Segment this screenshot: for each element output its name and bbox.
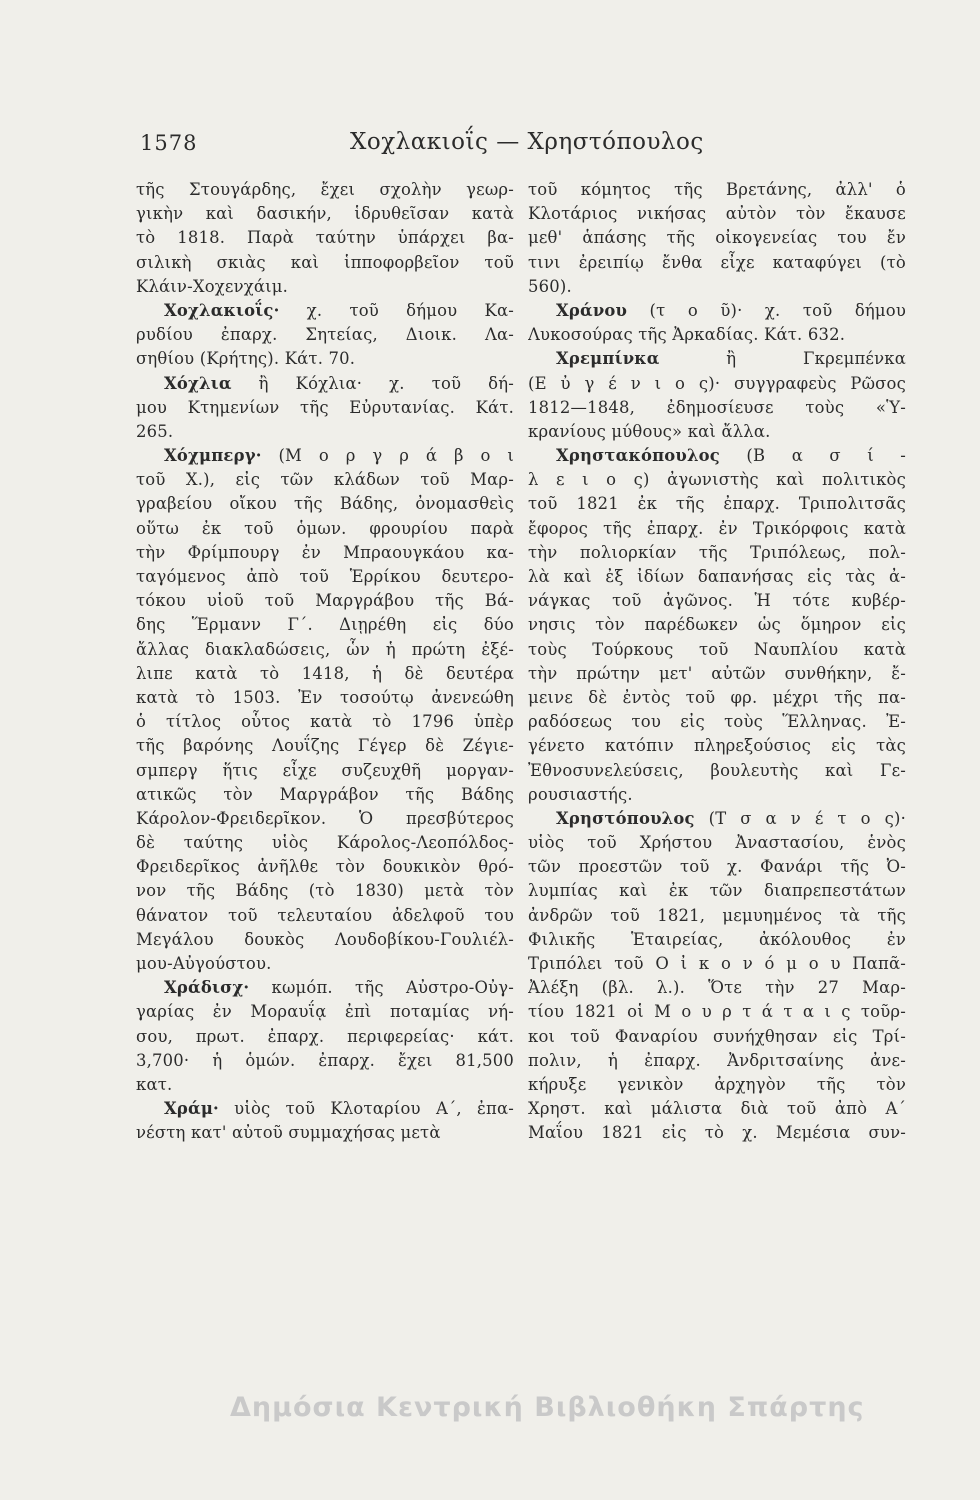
line-text: μεθ' ἁπάσης τῆς οἰκογενείας του ἔν [528, 228, 906, 248]
text-line [528, 275, 906, 299]
line-text: νον τῆς Βάδης (τὸ 1830) μετὰ τὸν [136, 881, 514, 901]
text-line [528, 468, 906, 492]
text-line [528, 734, 906, 758]
line-text: τοῦ 1821 ἐκ τῆς ἐπαρχ. Τριπολιτσᾶς [528, 494, 906, 514]
text-line [528, 783, 906, 807]
line-text: 265. [136, 421, 174, 441]
text-line [136, 759, 514, 783]
line-text: ἔφορος τῆς ἐπαρχ. ἐν Τρικόρφοις κατὰ [528, 518, 906, 538]
line-text: σου, πρωτ. ἐπαρχ. περιφερείας· κάτ. [136, 1026, 514, 1046]
text-line [136, 1025, 514, 1049]
line-text: σιλικὴ σκιὰς καὶ ἱπποφορβεῖον τοῦ [136, 252, 514, 272]
text-line [528, 372, 906, 396]
text-line [136, 347, 514, 371]
line-text: ὁ τίτλος οὗτος κατὰ τὸ 1796 ὑπὲρ [136, 712, 514, 732]
text-line [528, 565, 906, 589]
line-text: Ἀλέξη (βλ. λ.). Ὅτε τὴν 27 Μαρ- [528, 978, 906, 998]
page-number: 1578 [140, 131, 198, 155]
text-line [528, 710, 906, 734]
text-line [528, 904, 906, 928]
text-line [528, 1073, 906, 1097]
line-text: κρανίους μύθους» καὶ ἄλλα. [528, 421, 771, 441]
line-text: Μαΐου 1821 εἰς τὸ χ. Μεμέσια συν- [528, 1123, 906, 1143]
text-line [136, 178, 514, 202]
entry-headword: Χρηστόπουλος [556, 808, 695, 828]
text-line [528, 1121, 906, 1145]
text-line [136, 1000, 514, 1024]
line-text: λιπε κατὰ τὸ 1418, ἡ δὲ δευτέρα [136, 663, 514, 683]
line-text: γαρίας ἐν Μοραυΐᾳ ἐπὶ ποταμίας νή- [136, 1002, 514, 1022]
text-line [528, 517, 906, 541]
line-text: δης Ἕρμανν Γ΄. Διῃρέθη εἰς δύο [136, 615, 514, 635]
text-line [528, 879, 906, 903]
line-text: νέστη κατ' αὐτοῦ συμμαχήσας μετὰ [136, 1123, 441, 1143]
text-line [136, 710, 514, 734]
text-line [136, 517, 514, 541]
line-text: ἢ Κόχλια· χ. τοῦ δή- [231, 373, 514, 393]
page-header [140, 131, 900, 171]
text-line [528, 928, 906, 952]
line-text: οὕτω ἐκ τοῦ ὁμων. φρουρίου παρὰ [136, 518, 514, 538]
line-text: 3,700· ἡ ὁμών. ἐπαρχ. ἔχει 81,500 [136, 1050, 514, 1070]
text-line [136, 396, 514, 420]
text-line [528, 1049, 906, 1073]
text-line [528, 492, 906, 516]
line-text: Κλοτάριος νικήσας αὐτὸν τὸν ἔκαυσε [528, 204, 906, 224]
text-line [136, 275, 514, 299]
text-line [136, 831, 514, 855]
text-line [528, 613, 906, 637]
text-line [136, 226, 514, 250]
text-line [136, 807, 514, 831]
entry-headword: Χρηστακόπουλος [556, 446, 720, 466]
entry-start-line [136, 1097, 514, 1121]
line-text: ἢ Γκρεμπένκα [659, 349, 906, 369]
text-line [528, 1025, 906, 1049]
line-text: γραβείου οἴκου τῆς Βάδης, ὀνομασθεὶς [136, 494, 514, 514]
line-text: τῆς βαρόνης Λουΐζης Γέγερ δὲ Ζέγιε- [136, 736, 514, 756]
line-text: τοῦ Χ.), εἰς τῶν κλάδων τοῦ Μαρ- [136, 470, 514, 490]
text-line [528, 541, 906, 565]
text-line [136, 468, 514, 492]
text-line [528, 202, 906, 226]
text-line [136, 928, 514, 952]
entry-start-line [528, 807, 906, 831]
line-text: τῆς Στουγάρδης, ἔχει σχολὴν γεωρ- [136, 180, 514, 199]
line-text: (Β α σ ί - [720, 446, 906, 466]
line-text: κατ. [136, 1074, 173, 1094]
line-text: ατικῶς τὸν Μαργράβον τῆς Βάδης [136, 784, 514, 804]
line-text: ἀνδρῶν τοῦ 1821, μεμυημένος τὰ τῆς [528, 905, 906, 925]
right-column [528, 178, 906, 1146]
line-text: τίου 1821 οἱ Μ ο υ ρ τ ά τ α ι ς τοῦρ- [528, 1002, 906, 1022]
line-text: ἄλλας διακλαδώσεις, ὧν ἡ πρώτη ἐξέ- [136, 639, 514, 659]
line-text: μου-Αὐγούστου. [136, 954, 272, 973]
text-line [528, 323, 906, 347]
line-text: Λυκοσούρας τῆς Ἀρκαδίας. Κάτ. 632. [528, 325, 846, 345]
line-text: κήρυξε γενικὸν ἀρχηγὸν τῆς τὸν [528, 1074, 906, 1094]
line-text: τὴν πρώτην μετ' αὐτῶν συνθήκην, ἔ- [528, 663, 906, 683]
entry-start-line [136, 372, 514, 396]
left-column [136, 178, 514, 1146]
text-line [136, 855, 514, 879]
line-text: νησις τὸν παρέδωκεν ὡς ὅμηρον εἰς [528, 615, 906, 635]
text-line [528, 178, 906, 202]
line-text: δὲ ταύτης υἱὸς Κάρολος-Λεοπόλδος- [136, 833, 514, 853]
line-text: μεινε δὲ ἐντὸς τοῦ φρ. μέχρι τῆς πα- [528, 687, 906, 707]
line-text: (Τ σ α ν έ τ ο ς)· [694, 808, 906, 828]
running-head: Χοχλακιοΐς — Χρηστόπουλος [350, 129, 704, 155]
text-line [136, 662, 514, 686]
text-line [136, 565, 514, 589]
line-text: λ ε ι ο ς) ἀγωνιστὴς καὶ πολιτικὸς [528, 470, 906, 490]
line-text: 1812—1848, ἐδημοσίευσε τοὺς «Ὑ- [528, 397, 906, 417]
text-line [136, 1049, 514, 1073]
entry-start-line [136, 444, 514, 468]
text-line [136, 589, 514, 613]
text-line [136, 952, 514, 976]
text-line [136, 202, 514, 226]
entry-start-line [528, 444, 906, 468]
entry-headword: Χόχλια [164, 373, 232, 393]
entry-start-line [136, 976, 514, 1000]
line-text: 560). [528, 276, 572, 296]
entry-start-line [136, 299, 514, 323]
line-text: Ἐθνοσυνελεύσεις, βουλευτὴς καὶ Γε- [528, 760, 906, 780]
line-text: γικὴν καὶ δασικήν, ἱδρυθεῖσαν κατὰ [136, 204, 514, 224]
line-text: (Μ ο ρ γ ρ ά β ο ι [261, 446, 514, 466]
line-text: χ. τοῦ δήμου Κα- [279, 300, 514, 320]
text-line [136, 879, 514, 903]
line-text: Κλάιν-Χοχενχάιμ. [136, 276, 289, 296]
line-text: τοὺς Τούρκους τοῦ Ναυπλίου κατὰ [528, 639, 906, 659]
line-text: (τ ο ῦ)· χ. τοῦ δήμου [627, 300, 906, 320]
line-text: θάνατον τοῦ τελευταίου ἀδελφοῦ του [136, 905, 514, 925]
line-text: πολιν, ἡ ἐπαρχ. Ἀνδριτσαίνης ἀνε- [528, 1050, 906, 1070]
line-text: τῶν προεστῶν τοῦ χ. Φανάρι τῆς Ὀ- [528, 857, 906, 877]
text-line [528, 686, 906, 710]
line-text: Κάρολον-Φρειδερῖκον. Ὁ πρεσβύτερος [136, 808, 514, 828]
line-text: Τριπόλει τοῦ Ο ἰ κ ο ν ό μ ο υ Παπᾶ- [528, 954, 906, 973]
text-line [528, 855, 906, 879]
text-line [136, 783, 514, 807]
line-text: μου Κτημενίων τῆς Εὐρυτανίας. Κάτ. [136, 397, 514, 417]
entry-start-line [528, 299, 906, 323]
text-line [528, 638, 906, 662]
library-watermark: Δημόσια Κεντρική Βιβλιοθήκη Σπάρτης [230, 1392, 865, 1423]
line-text: νάγκας τοῦ ἀγῶνος. Ἡ τότε κυβέρ- [528, 591, 906, 611]
line-text: Φιλικῆς Ἑταιρείας, ἀκόλουθος ἐν [528, 929, 906, 949]
entry-headword: Χράδισχ· [164, 978, 250, 998]
line-text: τινι ἐρειπίῳ ἔνθα εἶχε καταφύγει (τὸ [528, 252, 906, 272]
entry-headword: Χόχμπεργ· [164, 446, 262, 466]
line-text: ρουσιαστής. [528, 784, 633, 804]
line-text: κωμόπ. τῆς Αὐστρο-Οὐγ- [249, 978, 514, 998]
entry-headword: Χρεμπίνκα [556, 349, 660, 369]
line-text: υἱὸς τοῦ Κλοταρίου Α΄, ἐπα- [218, 1099, 514, 1119]
text-line [136, 734, 514, 758]
text-line [136, 251, 514, 275]
line-text: υἱὸς τοῦ Χρήστου Ἀναστασίου, ἑνὸς [528, 833, 906, 853]
text-line [528, 952, 906, 976]
text-line [528, 831, 906, 855]
entry-headword: Χοχλακιοΐς· [164, 300, 280, 320]
text-line [528, 396, 906, 420]
text-line [528, 420, 906, 444]
text-line [136, 492, 514, 516]
text-line [136, 1073, 514, 1097]
text-line [136, 323, 514, 347]
line-text: κατὰ τὸ 1503. Ἐν τοσούτῳ ἀνενεώθη [136, 687, 514, 707]
text-line [528, 226, 906, 250]
entry-start-line [528, 347, 906, 371]
text-line [528, 662, 906, 686]
line-text: ταγόμενος ἀπὸ τοῦ Ἑρρίκου δευτερο- [136, 567, 514, 586]
line-text: Φρειδερῖκος ἀνῆλθε τὸν δουκικὸν θρό- [136, 857, 514, 877]
line-text: ραδόσεως του εἰς τοὺς Ἕλληνας. Ἐ- [528, 712, 906, 732]
text-line [136, 1121, 514, 1145]
text-line [136, 420, 514, 444]
text-line [528, 1097, 906, 1121]
entry-headword: Χράνου [556, 300, 628, 320]
line-text: τοῦ κόμητος τῆς Βρετάνης, ἀλλ' ὁ [528, 180, 906, 199]
text-line [528, 759, 906, 783]
line-text: τὴν Φρίμπουργ ἐν Μπραουγκάου κα- [136, 542, 514, 562]
text-line [136, 541, 514, 565]
text-line [528, 1000, 906, 1024]
line-text: γένετο κατόπιν πληρεξούσιος εἰς τὰς [528, 736, 906, 756]
line-text: σηθίου (Κρήτης). Κάτ. 70. [136, 349, 356, 369]
text-line [136, 638, 514, 662]
line-text: (Ε ὐ γ έ ν ι ο ς)· συγγραφεὺς Ρῶσος [528, 373, 906, 393]
text-line [136, 686, 514, 710]
text-line [136, 904, 514, 928]
line-text: τόκου υἱοῦ τοῦ Μαργράβου τῆς Βά- [136, 591, 514, 611]
entry-headword: Χράμ· [164, 1099, 219, 1119]
line-text: λὰ καὶ ἐξ ἰδίων δαπανήσας εἰς τὰς ἀ- [528, 567, 906, 586]
line-text: σμπεργ ἥτις εἶχε συζευχθῆ μοργαν- [136, 760, 514, 780]
line-text: Χρηστ. καὶ μάλιστα διὰ τοῦ ἀπὸ Α΄ [528, 1099, 906, 1119]
text-line [136, 613, 514, 637]
line-text: λυμπίας καὶ ἐκ τῶν διαπρεπεστάτων [528, 881, 906, 901]
line-text: Μεγάλου δουκὸς Λουδοβίκου-Γουλιέλ- [136, 929, 514, 949]
line-text: τὴν πολιορκίαν τῆς Τριπόλεως, πολ- [528, 542, 906, 562]
text-line [528, 251, 906, 275]
text-line [528, 976, 906, 1000]
line-text: ρυδίου ἐπαρχ. Σητείας, Διοικ. Λα- [136, 325, 514, 345]
text-line [528, 589, 906, 613]
line-text: κοι τοῦ Φαναρίου συνήχθησαν εἰς Τρί- [528, 1026, 906, 1046]
line-text: τὸ 1818. Παρὰ ταύτην ὑπάρχει βα- [136, 228, 514, 248]
